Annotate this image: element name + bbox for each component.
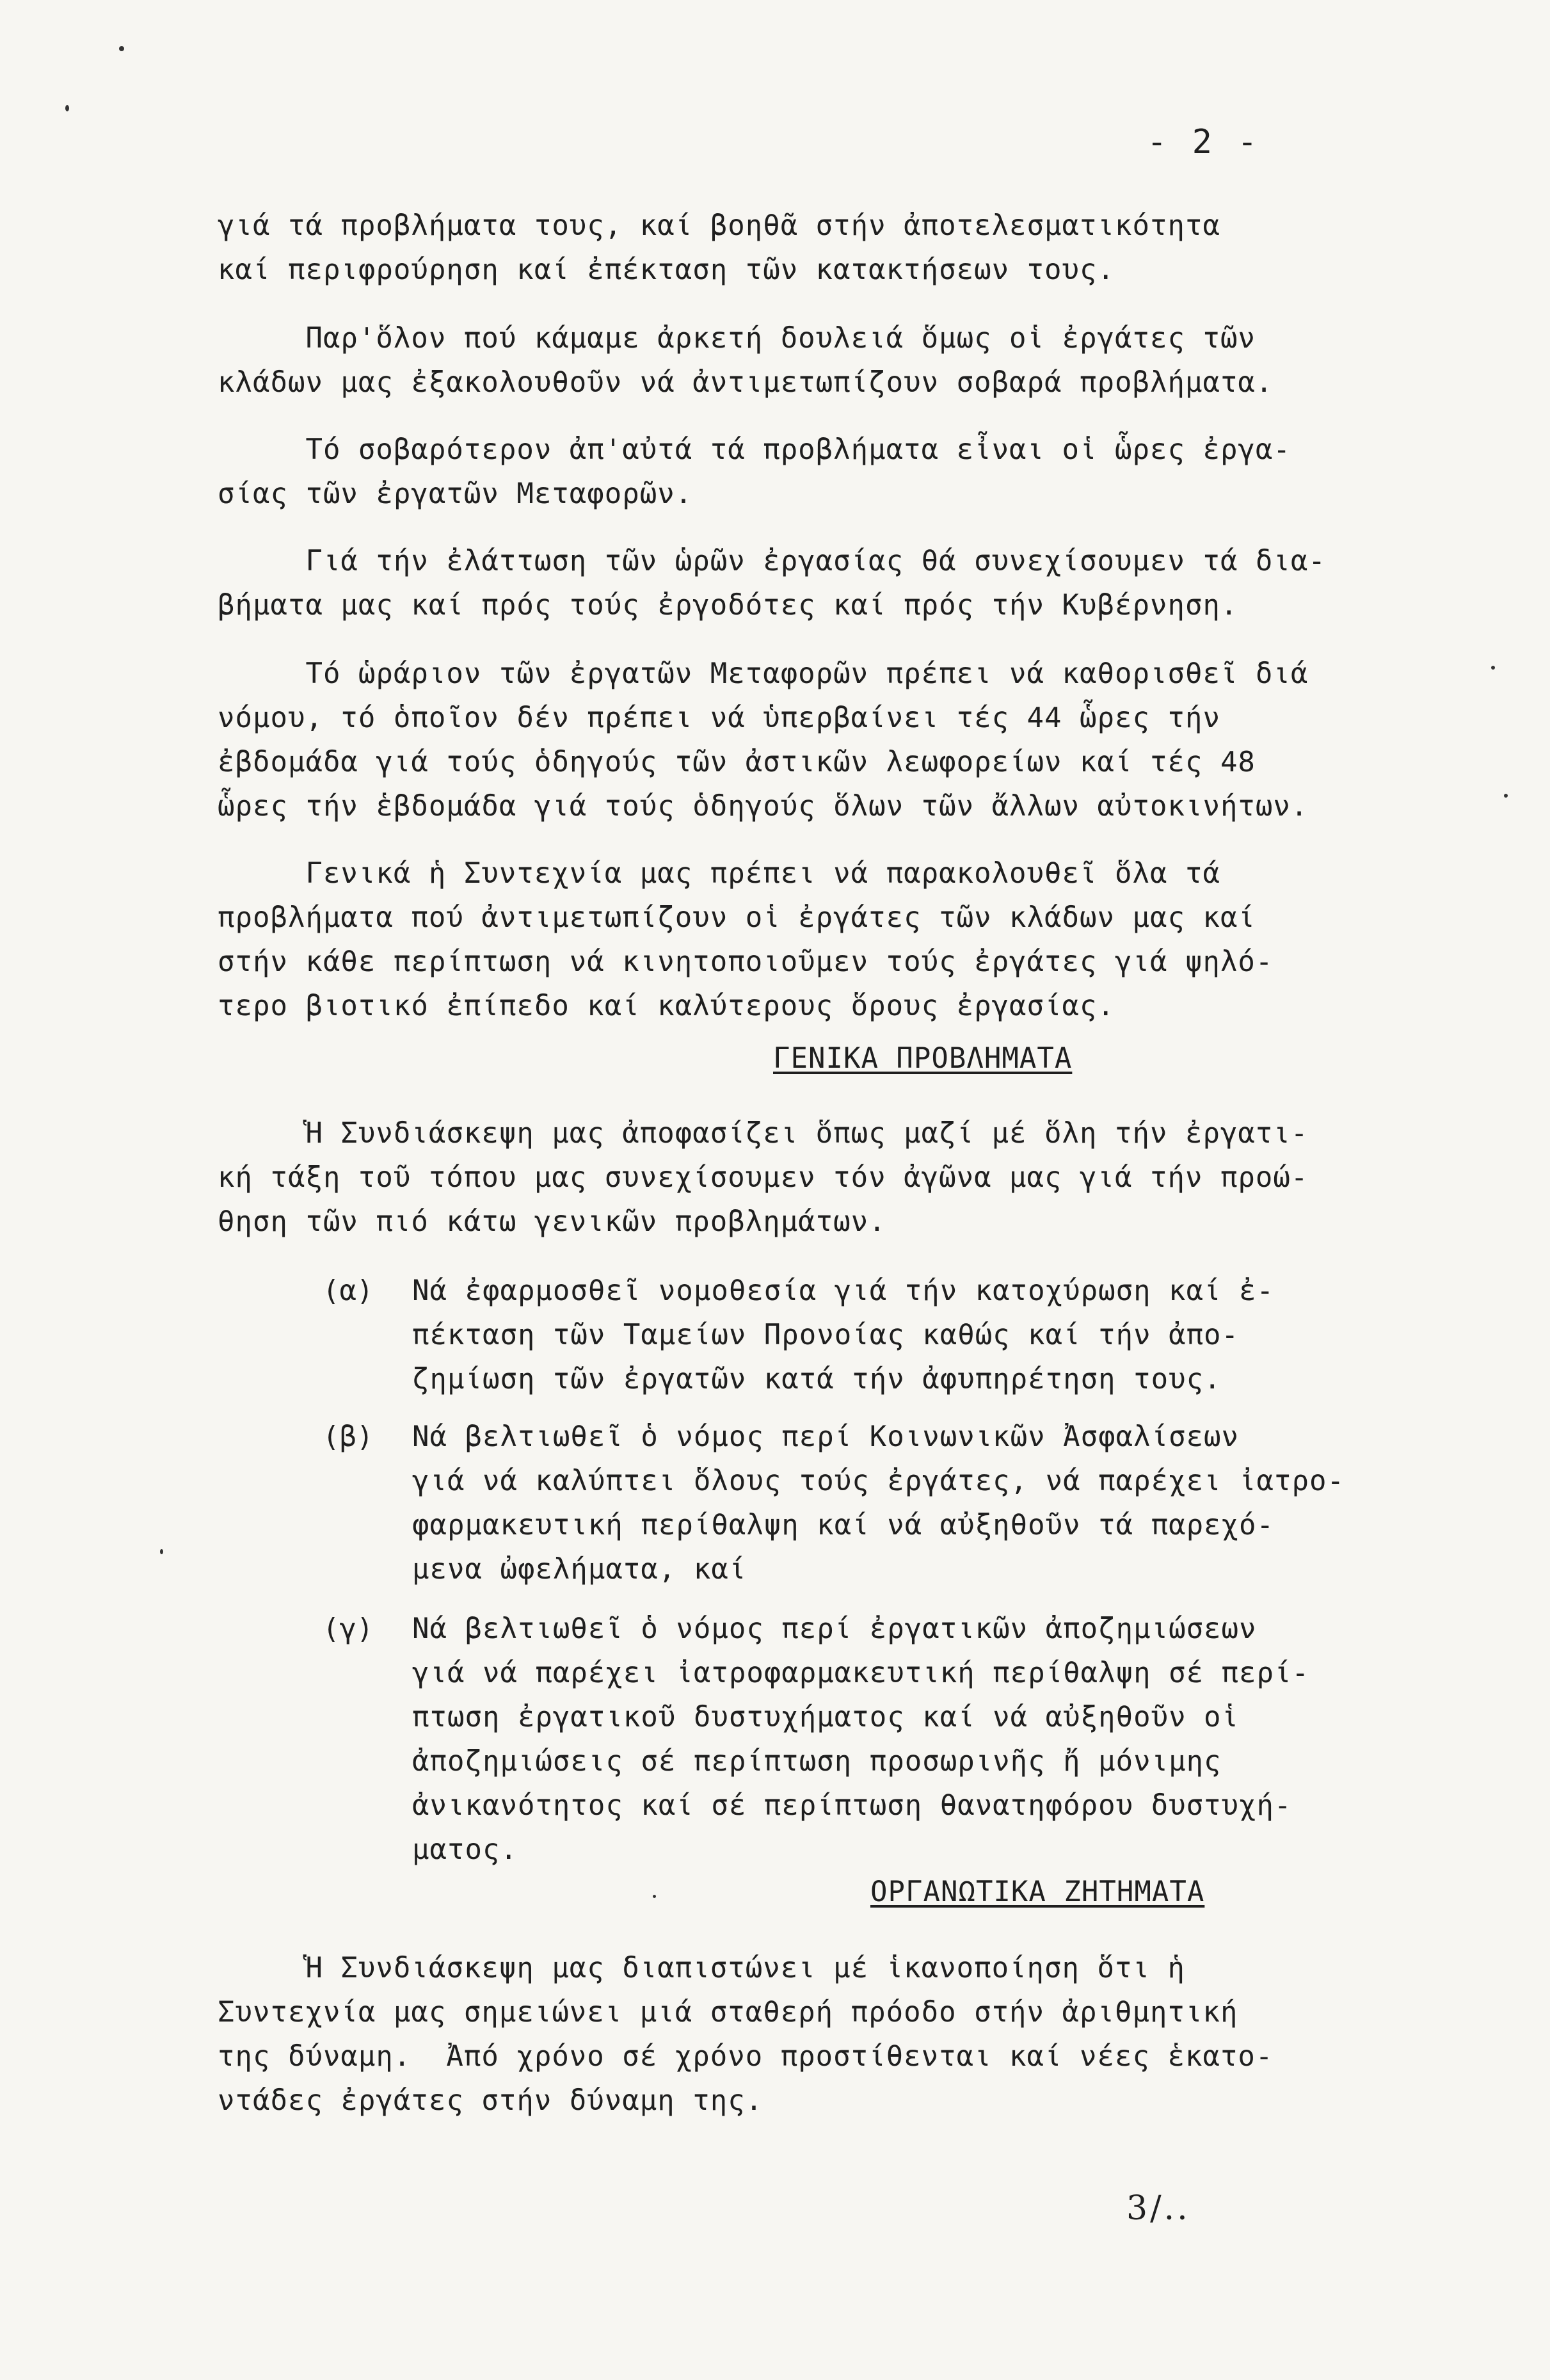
heading-general-problems: ΓΕΝΙΚΑ ΠΡΟΒΛΗΜΑΤΑ bbox=[773, 1042, 1073, 1075]
scan-speck bbox=[119, 46, 124, 51]
heading-organizational-issues: ΟΡΓΑΝΩΤΙΚΑ ΖΗΤΗΜΑΤΑ bbox=[870, 1876, 1205, 1908]
page-number: - 2 - bbox=[1147, 123, 1260, 161]
scan-speck bbox=[65, 105, 69, 111]
list-item-text: Νά βελτιωθεῖ ὁ νόμος περί Κοινωνικῶν Ἀσφαλίσεων γιά νά καλύπτει ὅλους τούς ἐργάτες, νά παρέχει ἰατρο- φαρμακευτική περίθαλψη καί νά αὐξηθοῦν τά παρεχό- μενα ὠφελήματα, καί bbox=[412, 1420, 1345, 1586]
paragraph-problems: Παρ'ὅλον πού κάμαμε ἀρκετή δουλειά ὅμως οἱ ἐργάτες τῶν κλάδων μας ἐξακολουθοῦν νά ἀντιμετωπίζουν σοβαρά προβλήματα. bbox=[218, 322, 1274, 399]
list-item-label: (γ) bbox=[323, 1612, 374, 1645]
list-item-text: Νά βελτιωθεῖ ὁ νόμος περί ἐργατικῶν ἀποζημιώσεων γιά νά παρέχει ἰατροφαρμακευτική περίθαλψη σέ περί- πτωση ἐργατικοῦ δυστυχήματος καί νά αὐξηθοῦν οἱ ἀποζημιώσεις σέ περίπτωση προσωρινῆς ἤ μόνιμης ἀνικανότητος καί σέ περίπτωση θανατηφόρου δυστυχή- ματος. bbox=[412, 1612, 1310, 1866]
paragraph-general-union: Γενικά ἡ Συντεχνία μας πρέπει νά παρακολουθεῖ ὅλα τά προβλήματα πού ἀντιμετωπίζουν οἱ ἐργάτες τῶν κλάδων μας καί στήν κάθε περίπτωση νά κινητοποιοῦμεν τούς ἐργάτες γιά ψηλό- τερο βιοτικό ἐπίπεδο καί καλύτερους ὅρους ἐργασίας. bbox=[218, 857, 1274, 1022]
paragraph-conference-decision: Ἡ Συνδιάσκεψη μας ἀποφασίζει ὅπως μαζί μέ ὅλη τήν ἐργατι- κή τάξη τοῦ τόπου μας συνεχίσουμεν τόν ἀγῶνα μας γιά τήν προώ- θηση τῶν πιό κάτω γενικῶν προβλημάτων. bbox=[218, 1117, 1309, 1238]
paragraph-working-hours: Τό σοβαρότερον ἀπ'αὐτά τά προβλήματα εἶναι οἱ ὧρες ἐργα- σίας τῶν ἐργατῶν Μεταφορῶν. bbox=[218, 433, 1291, 510]
list-item-label: (α) bbox=[323, 1274, 374, 1307]
paragraph-intro-continuation: γιά τά προβλήματα τους, καί βοηθᾶ στήν ἀποτελεσματικότητα καί περιφρούρηση καί ἐπέκταση τῶν κατακτήσεων τους. bbox=[218, 209, 1220, 286]
list-item-text: Νά ἐφαρμοσθεῖ νομοθεσία γιά τήν κατοχύρωση καί ἐ- πέκταση τῶν Ταμείων Προνοίας καθώς καί τήν ἀπο- ζημίωση τῶν ἐργατῶν κατά τήν ἀφυπηρέτηση τους. bbox=[412, 1274, 1275, 1395]
scan-speck bbox=[1491, 666, 1495, 670]
paragraph-union-growth: Ἡ Συνδιάσκεψη μας διαπιστώνει μέ ἱκανοποίηση ὅτι ἡ Συντεχνία μας σημειώνει μιά σταθερή πρόοδο στήν ἀριθμητική της δύναμη. Ἀπό χρόνο σέ χρόνο προστίθενται καί νέες ἑκατο- ντάδες ἐργάτες στήν δύναμη της. bbox=[218, 1952, 1274, 2117]
scan-speck bbox=[653, 1895, 656, 1898]
scan-speck bbox=[1504, 794, 1508, 798]
paragraph-timetable: Τό ὡράριον τῶν ἐργατῶν Μεταφορῶν πρέπει νά καθορισθεῖ διά νόμου, τό ὁποῖον δέν πρέπει νά ὑπερβαίνει τές 44 ὧρες τήν ἐβδομάδα γιά τούς ὁδηγούς τῶν ἀστικῶν λεωφορείων καί τές 48 ὧρες τήν ἑβδομάδα γιά τούς ὁδηγούς ὅλων τῶν ἄλλων αὐτοκινήτων. bbox=[218, 657, 1309, 823]
list-item-label: (β) bbox=[323, 1420, 374, 1453]
continuation-marker: 3/.. bbox=[1126, 2189, 1190, 2228]
paragraph-reduction-hours: Γιά τήν ἐλάττωση τῶν ὡρῶν ἐργασίας θά συνεχίσουμεν τά δια- βήματα μας καί πρός τούς ἐργοδότες καί πρός τήν Κυβέρνηση. bbox=[218, 545, 1326, 622]
scan-speck bbox=[160, 1549, 163, 1554]
